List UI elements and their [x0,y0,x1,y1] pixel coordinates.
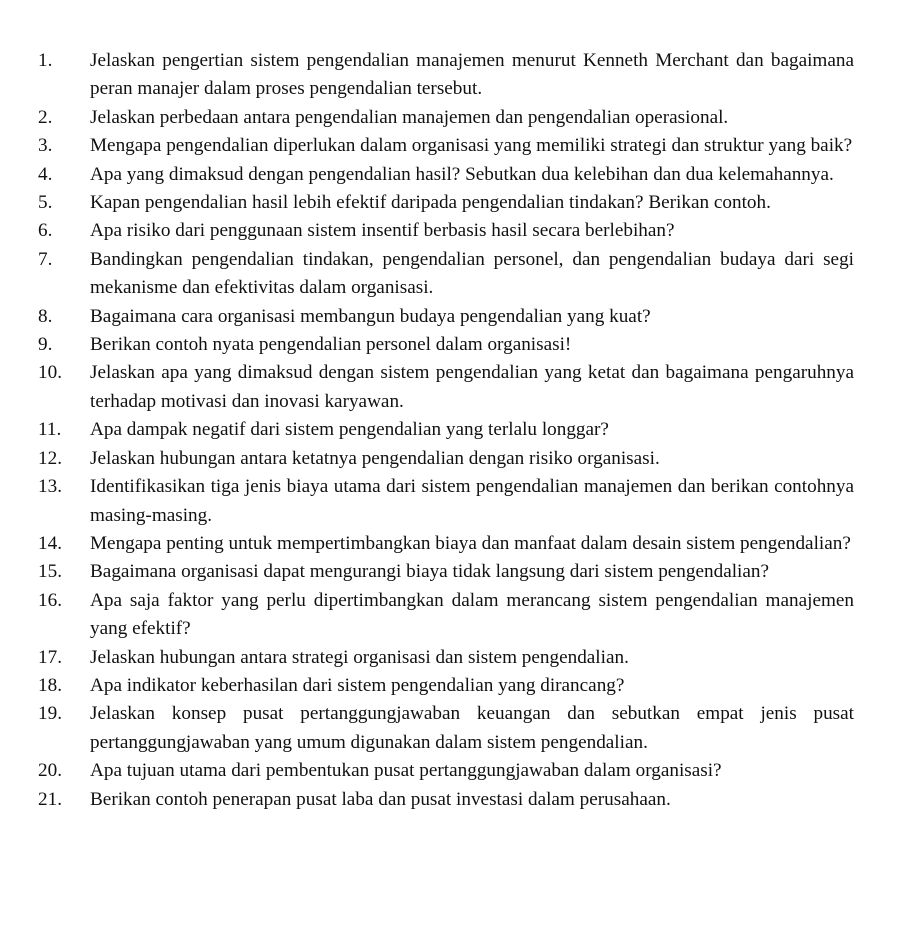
question-text: Apa yang dimaksud dengan pengendalian hasil? Sebutkan dua kelebihan dan dua kelemahannya. [90,163,834,185]
question-item [38,445,854,473]
question-list [38,47,854,814]
question-text: Bandingkan pengendalian tindakan, pengendalian personel, dan pengendalian budaya dari segi mekanisme dan efektivitas dalam organisasi. [90,248,854,299]
question-text: Berikan contoh nyata pengendalian personel dalam organisasi! [90,334,572,356]
question-text: Bagaimana cara organisasi membangun budaya pengendalian yang kuat? [90,305,651,327]
question-text: Identifikasikan tiga jenis biaya utama dari sistem pengendalian manajemen dan berikan contohnya masing-masing. [90,476,854,526]
question-item [38,530,854,558]
question-number: 17. [38,646,62,668]
question-text: Kapan pengendalian hasil lebih efektif daripada pengendalian tindakan? Berikan contoh. [90,192,771,214]
question-item [38,672,854,700]
question-item [38,700,854,757]
question-item [38,161,854,189]
question-number: 21. [38,788,62,810]
question-item [38,644,854,672]
question-item [38,104,854,132]
question-number: 10. [38,362,62,384]
question-item [38,473,854,530]
question-item [38,786,854,814]
question-number: 3. [38,135,53,157]
question-number: 9. [38,334,53,356]
question-text: Apa tujuan utama dari pembentukan pusat pertanggungjawaban dalam organisasi? [90,760,722,782]
question-number: 8. [38,305,53,327]
question-item [38,558,854,586]
question-number: 13. [38,476,62,498]
question-item [38,587,854,644]
question-text: Jelaskan hubungan antara ketatnya pengendalian dengan risiko organisasi. [90,447,660,469]
question-text: Berikan contoh penerapan pusat laba dan pusat investasi dalam perusahaan. [90,788,671,810]
question-number: 20. [38,760,62,782]
question-text: Apa saja faktor yang perlu dipertimbangkan dalam merancang sistem pengendalian manajemen yang efektif? [90,589,854,640]
question-text: Bagaimana organisasi dapat mengurangi biaya tidak langsung dari sistem pengendalian? [90,561,770,583]
question-item [38,757,854,785]
question-item [38,217,854,245]
question-text: Jelaskan hubungan antara strategi organisasi dan sistem pengendalian. [90,646,629,668]
question-number: 18. [38,674,62,696]
question-text: Apa dampak negatif dari sistem pengendalian yang terlalu longgar? [90,419,609,441]
question-text: Jelaskan apa yang dimaksud dengan sistem pengendalian yang ketat dan bagaimana pengaruhnya terhadap motivasi dan inovasi karyawan. [90,362,854,412]
question-item [38,303,854,331]
question-number: 12. [38,447,62,469]
question-text: Apa indikator keberhasilan dari sistem pengendalian yang dirancang? [90,674,625,696]
question-item [38,246,854,303]
question-number: 5. [38,192,53,214]
question-item [38,331,854,359]
question-number: 6. [38,220,53,242]
question-item [38,132,854,160]
question-number: 11. [38,419,62,441]
question-text: Mengapa pengendalian diperlukan dalam organisasi yang memiliki strategi dan struktur yang baik? [90,135,853,157]
question-number: 2. [38,106,53,128]
question-text: Apa risiko dari penggunaan sistem insentif berbasis hasil secara berlebihan? [90,220,675,242]
question-number: 15. [38,561,62,583]
question-text: Mengapa penting untuk mempertimbangkan biaya dan manfaat dalam desain sistem pengendalian? [90,532,851,554]
question-item [38,189,854,217]
question-number: 7. [38,248,53,270]
question-number: 14. [38,532,62,554]
question-text: Jelaskan perbedaan antara pengendalian manajemen dan pengendalian operasional. [90,106,729,128]
question-number: 19. [38,703,62,725]
question-item [38,416,854,444]
question-number: 16. [38,589,62,611]
question-number: 1. [38,50,53,71]
question-item [38,47,854,104]
question-number: 4. [38,163,53,185]
question-item [38,359,854,416]
question-text: Jelaskan pengertian sistem pengendalian manajemen menurut Kenneth Merchant dan bagaimana peran manajer dalam proses pengendalian tersebut. [90,50,854,100]
question-text: Jelaskan konsep pusat pertanggungjawaban keuangan dan sebutkan empat jenis pusat pertanggungjawaban yang umum digunakan dalam sistem pengendalian. [90,703,854,753]
